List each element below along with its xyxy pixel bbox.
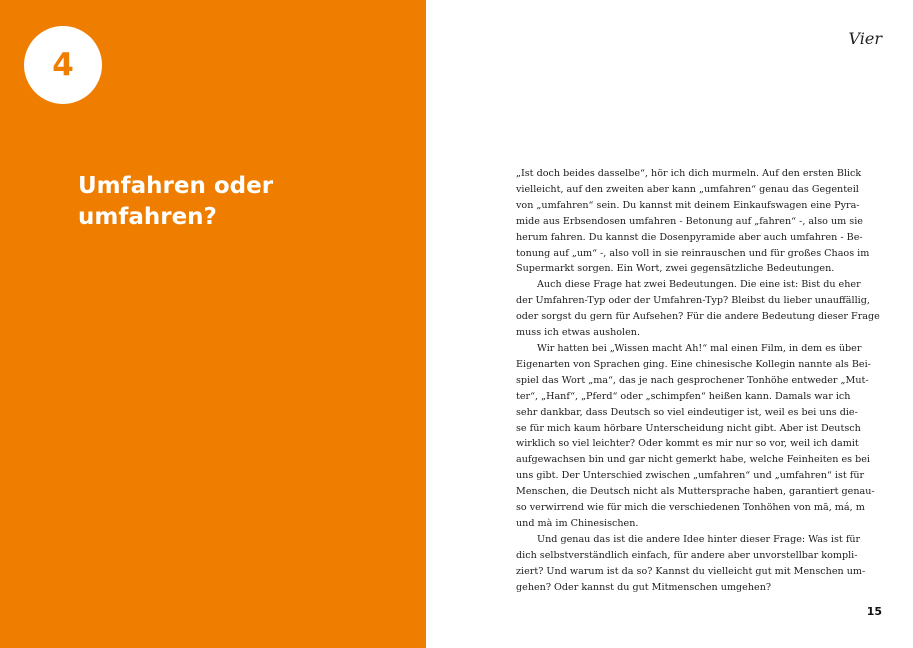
text-line: herum fahren. Du kannst die Dosenpyramide aber auch umfahren - Be- bbox=[516, 231, 863, 243]
text-line: Eigenarten von Sprachen ging. Eine chinesische Kollegin nannte als Bei- bbox=[516, 358, 871, 370]
text-line: mide aus Erbsendosen umfahren - Betonung auf „fahren“ -, also um sie bbox=[516, 215, 863, 227]
text-line: gehen? Oder kannst du gut Mitmenschen umgehen? bbox=[516, 581, 772, 593]
text-line: sehr dankbar, dass Deutsch so viel eindeutiger ist, weil es bei uns die- bbox=[516, 406, 858, 418]
text-line: Menschen, die Deutsch nicht als Muttersprache haben, garantiert genau- bbox=[516, 486, 875, 498]
chapter-number-badge bbox=[24, 26, 102, 104]
text-line: „Ist doch beides dasselbe“, hör ich dich murmeln. Auf den ersten Blick bbox=[516, 168, 862, 179]
text-line: so verwirrend wie für mich die verschiedenen Tonhöhen von mā, má, m bbox=[516, 502, 865, 514]
running-head: Vier bbox=[848, 29, 882, 48]
page-number: 15 bbox=[866, 605, 882, 618]
chapter-title bbox=[78, 171, 378, 233]
text-line: spiel das Wort „ma“, das je nach gesprochener Tonhöhe entweder „Mut- bbox=[516, 374, 869, 386]
chapter-opener-panel bbox=[0, 0, 426, 648]
text-line: ter“, „Hanf“, „Pferd“ oder „schimpfen“ heißen kann. Damals war ich bbox=[516, 390, 851, 402]
chapter-number: 4 bbox=[52, 47, 74, 83]
body-text bbox=[516, 166, 880, 595]
text-line: und mà im Chinesischen. bbox=[516, 517, 639, 529]
text-line: ziert? Und warum ist da so? Kannst du vielleicht gut mit Menschen um- bbox=[516, 565, 866, 577]
text-line: oder sorgst du gern für Aufsehen? Für die andere Bedeutung dieser Frage bbox=[516, 311, 880, 323]
text-line: wirklich so viel leichter? Oder kommt es mir nur so vor, weil ich damit bbox=[516, 438, 859, 450]
text-line: muss ich etwas ausholen. bbox=[516, 327, 641, 339]
text-line: Supermarkt sorgen. Ein Wort, zwei gegensätzliche Bedeutungen. bbox=[516, 263, 835, 275]
text-line: tonung auf „um“ -, also voll in sie reinrauschen und für großes Chaos im bbox=[516, 247, 870, 259]
text-line: dich selbstverständlich einfach, für andere aber unvorstellbar kompli- bbox=[516, 549, 858, 561]
chapter-title-line: Umfahren oder bbox=[78, 173, 274, 199]
text-line: Wir hatten bei „Wissen macht Ah!“ mal einen Film, in dem es über bbox=[537, 342, 862, 354]
chapter-title-line: umfahren? bbox=[78, 204, 217, 230]
text-line: Und genau das ist die andere Idee hinter dieser Frage: Was ist für bbox=[537, 533, 861, 545]
text-line: von „umfahren“ sein. Du kannst mit deinem Einkaufswagen eine Pyra- bbox=[516, 199, 860, 211]
text-line: der Umfahren-Typ oder der Umfahren-Typ? Bleibst du lieber unauffällig, bbox=[516, 295, 870, 307]
text-line: se für mich kaum hörbare Unterscheidung nicht gibt. Aber ist Deutsch bbox=[516, 422, 861, 434]
text-line: Auch diese Frage hat zwei Bedeutungen. Die eine ist: Bist du eher bbox=[537, 279, 861, 291]
text-line: uns gibt. Der Unterschied zwischen „umfahren“ und „umfahren“ ist für bbox=[516, 470, 865, 482]
text-line: vielleicht, auf den zweiten aber kann „umfahren“ genau das Gegenteil bbox=[516, 183, 859, 195]
text-line: aufgewachsen bin und gar nicht gemerkt habe, welche Feinheiten es bei bbox=[516, 454, 870, 466]
